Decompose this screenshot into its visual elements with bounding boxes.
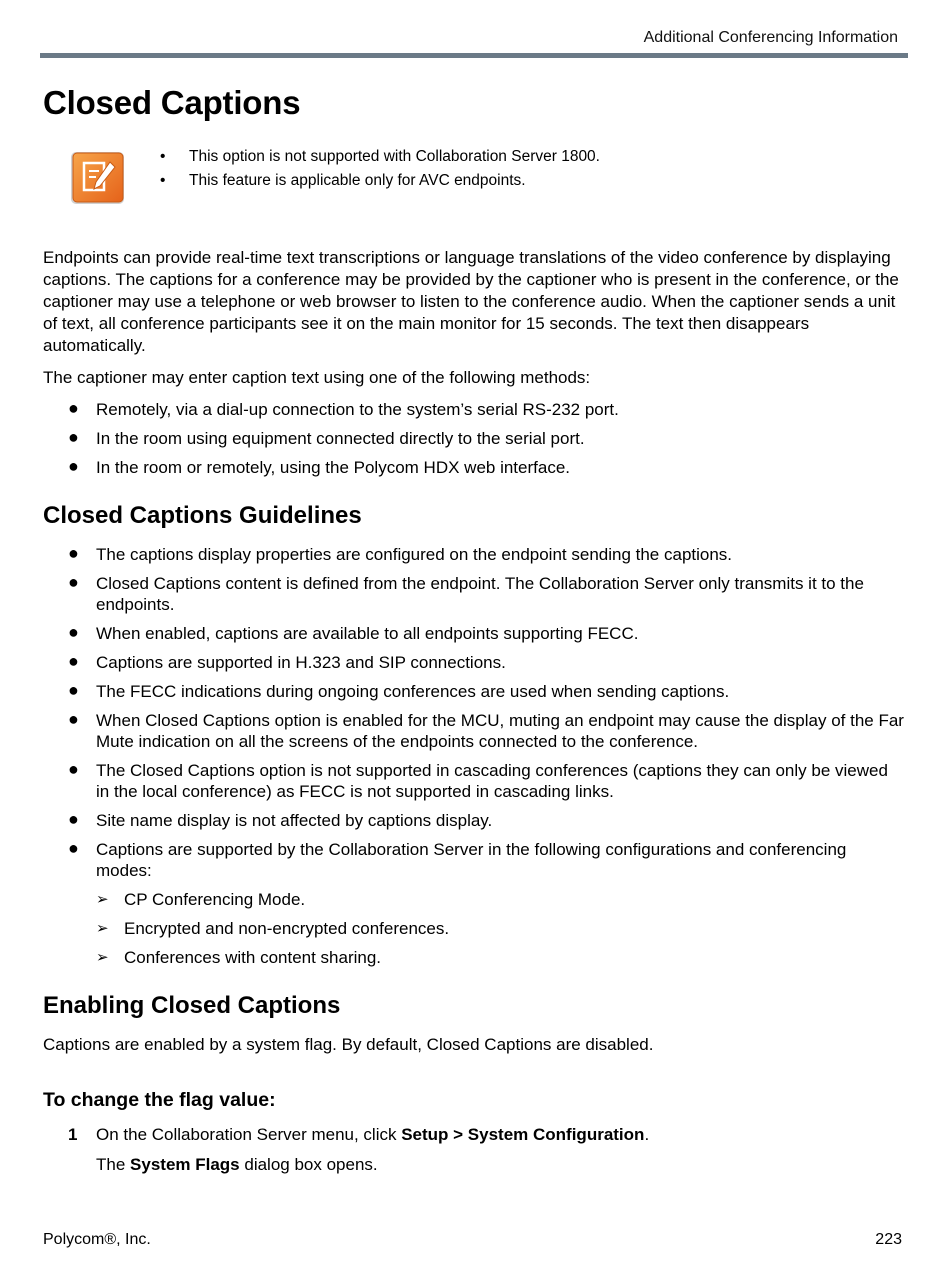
sub-list-item: ➢ Conferences with content sharing. bbox=[96, 948, 382, 967]
list-item: ● When Closed Captions option is enabled for the MCU, muting an endpoint may cause the display of the Far Mute indication on all the screens of the endpoints connected to the conference. bbox=[68, 709, 904, 751]
list-item: ● Closed Captions content is defined from the endpoint. The Collaboration Server only transmits it to the endpoints. bbox=[68, 572, 864, 614]
list-item: ● When enabled, captions are available to all endpoints supporting FECC. bbox=[68, 622, 639, 643]
header-rule bbox=[40, 53, 908, 58]
enabling-paragraph: Captions are enabled by a system flag. By default, Closed Captions are disabled. bbox=[43, 1035, 654, 1054]
procedure-heading: To change the flag value: bbox=[43, 1089, 276, 1111]
list-item: ● Site name display is not affected by captions display. bbox=[68, 809, 493, 830]
note-list bbox=[160, 145, 600, 193]
page-title: Closed Captions bbox=[43, 84, 301, 121]
list-item: ● Captions are supported by the Collaboration Server in the following configurations and conferencing modes: ➢ CP Conferencing Mode. ➢ Encrypted and non-encrypted conferences. ➢ Conferences with content sharing. bbox=[43, 839, 905, 968]
page-number: 223 bbox=[875, 1231, 902, 1248]
dialog-name: System Flags bbox=[130, 1155, 240, 1174]
arrow-bullet-icon: ➢ bbox=[96, 891, 109, 908]
menu-path: Setup > System Configuration bbox=[401, 1125, 645, 1144]
sub-list-item: ➢ CP Conferencing Mode. bbox=[96, 890, 306, 909]
footer-company: Polycom®, Inc. bbox=[43, 1231, 151, 1248]
step-number: 1 bbox=[68, 1125, 78, 1144]
list-item: ● Captions are supported in H.323 and SIP connections. bbox=[68, 651, 506, 672]
sub-list-item: ➢ Encrypted and non-encrypted conferences. bbox=[96, 919, 450, 938]
note-pencil-icon bbox=[69, 150, 126, 206]
list-item: ● Remotely, via a dial-up connection to the system’s serial RS-232 port. bbox=[68, 398, 619, 419]
arrow-bullet-icon: ➢ bbox=[96, 949, 109, 966]
list-item: ● The Closed Captions option is not supported in cascading conferences (captions they can only be viewed in the local conference) as FECC is not supported in cascading links. bbox=[68, 759, 888, 801]
arrow-bullet-icon: ➢ bbox=[96, 920, 109, 937]
methods-lead: The captioner may enter caption text using one of the following methods: bbox=[43, 368, 591, 387]
list-item: ● In the room using equipment connected directly to the serial port. bbox=[68, 427, 585, 448]
note-item: • This feature is applicable only for AVC endpoints. bbox=[160, 169, 600, 193]
enabling-heading: Enabling Closed Captions bbox=[43, 992, 341, 1019]
configurations-sublist bbox=[96, 889, 905, 968]
running-header-title: Additional Conferencing Information bbox=[643, 29, 898, 46]
intro-paragraph: Endpoints can provide real-time text transcriptions or language translations of the video conference by displaying captions. The captions for a conference may be provided by the captioner who is present in the conference, or the captioner may use a telephone or web browser to listen to the conference audio. When the captioner sends a unit of text, all conference participants see it on the main monitor for 15 seconds. The text then disappears automatically. bbox=[43, 248, 899, 355]
guidelines-list bbox=[43, 544, 905, 976]
list-item: ● In the room or remotely, using the Polycom HDX web interface. bbox=[68, 456, 570, 477]
methods-list bbox=[43, 399, 905, 486]
guidelines-heading: Closed Captions Guidelines bbox=[43, 502, 362, 529]
note-item: • This option is not supported with Collaboration Server 1800. bbox=[160, 145, 600, 169]
list-item: ● The captions display properties are configured on the endpoint sending the captions. bbox=[68, 543, 733, 564]
list-item: ● The FECC indications during ongoing conferences are used when sending captions. bbox=[68, 680, 730, 701]
